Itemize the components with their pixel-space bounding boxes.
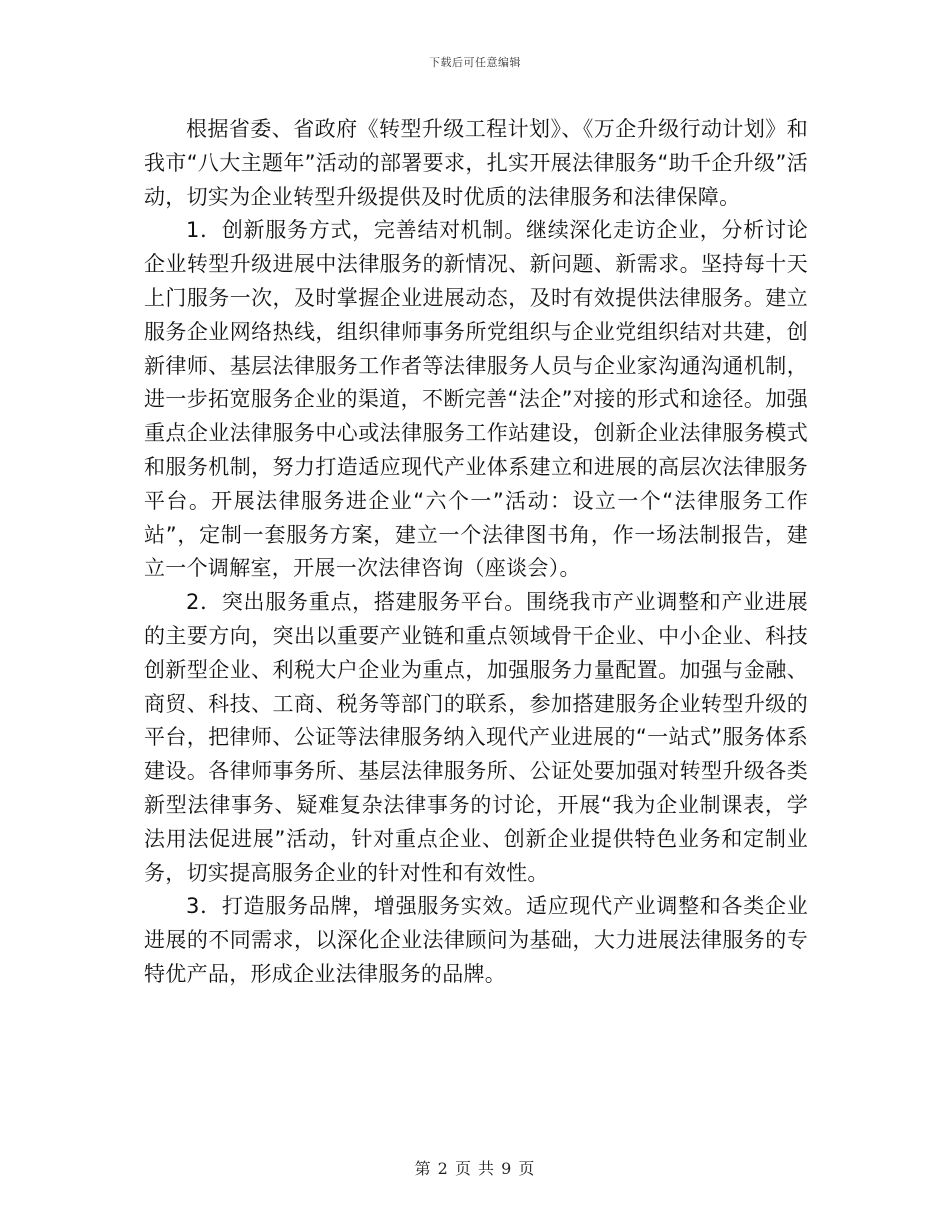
page-number: 第 2 页 共 9 页 — [414, 1159, 536, 1178]
paragraph-item-2: 2．突出服务重点，搭建服务平台。围绕我市产业调整和产业进展的主要方向，突出以重要产业链和重点领域骨干企业、中小企业、科技创新型企业、利税大户企业为重点，加强服务力量配置。加强与金融、商贸、科技、工商、税务等部门的联系，参加搭建服务企业转型升级的平台，把律师、公证等法律服务纳入现代产业进展的“一站式”服务体系建设。各律师事务所、基层法律服务所、公证处要加强对转型升级各类新型法律事务、疑难复杂法律事务的讨论，开展“我为企业制课表，学法用法促进展”活动，针对重点企业、创新企业提供特色业务和定制业务，切实提高服务企业的针对性和有效性。 — [144, 590, 808, 885]
paragraph-item-1: 1．创新服务方式，完善结对机制。继续深化走访企业，分析讨论企业转型升级进展中法律服务的新情况、新问题、新需求。坚持每十天上门服务一次，及时掌握企业进展动态，及时有效提供法律服务。建立服务企业网络热线，组织律师事务所党组织与企业党组织结对共建，创新律师、基层法律服务工作者等法律服务人员与企业家沟通沟通机制，进一步拓宽服务企业的渠道，不断完善“法企”对接的形式和途径。加强重点企业法律服务中心或法律服务工作站建设，创新企业法律服务模式和服务机制，努力打造适应现代产业体系建立和进展的高层次法律服务平台。开展法律服务进企业“六个一”活动：设立一个“法律服务工作站”，定制一套服务方案，建立一个法律图书角，作一场法制报告，建立一个调解室，开展一次法律咨询（座谈会）。 — [144, 218, 808, 581]
paragraph-item-3: 3．打造服务品牌，增强服务实效。适应现代产业调整和各类企业进展的不同需求，以深化企业法律顾问为基础，大力进展法律服务的专特优产品，形成企业法律服务的品牌。 — [144, 894, 808, 986]
document-body — [144, 113, 808, 992]
paragraph-intro: 根据省委、省政府《转型升级工程计划》、《万企升级行动计划》和我市“八大主题年”活动的部署要求，扎实开展法律服务“助千企升级”活动，切实为企业转型升级提供及时优质的法律服务和法律保障。 — [144, 117, 808, 209]
page-header-note: 下载后可任意编辑 — [429, 56, 521, 69]
